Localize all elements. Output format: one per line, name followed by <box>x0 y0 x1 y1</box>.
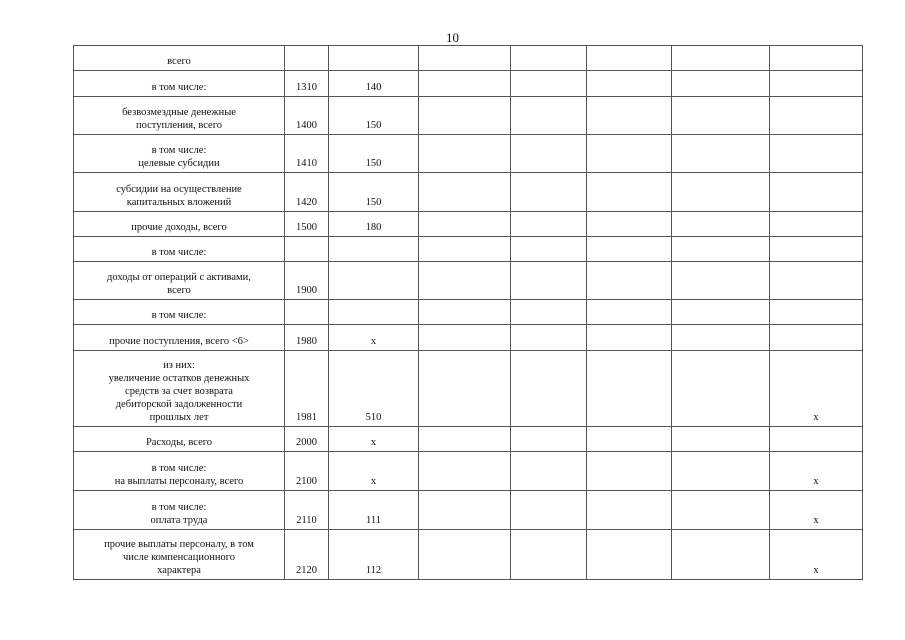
value-cell-4 <box>419 351 511 427</box>
value-cell-8 <box>770 71 863 97</box>
value-cell-7 <box>672 46 770 71</box>
value-cell-7 <box>672 351 770 427</box>
line-code-cell: 1900 <box>285 262 329 300</box>
line-code-cell: 1500 <box>285 212 329 237</box>
value-cell-5 <box>511 135 587 173</box>
line-code-cell: 2100 <box>285 452 329 491</box>
value-cell-7 <box>672 452 770 491</box>
value-cell-6 <box>587 212 672 237</box>
table-row <box>74 97 863 135</box>
table-row <box>74 491 863 530</box>
value-cell-4 <box>419 427 511 452</box>
table-row <box>74 452 863 491</box>
table-body <box>74 46 863 580</box>
value-cell-6 <box>587 427 672 452</box>
value-cell-5 <box>511 262 587 300</box>
value-cell-6 <box>587 262 672 300</box>
page-number: 10 <box>446 30 459 45</box>
line-code-cell <box>285 237 329 262</box>
value-cell-6 <box>587 173 672 212</box>
value-cell-5 <box>511 71 587 97</box>
value-cell-8 <box>770 173 863 212</box>
value-cell-4 <box>419 300 511 325</box>
table-row <box>74 46 863 71</box>
value-cell-8 <box>770 46 863 71</box>
value-cell-6 <box>587 325 672 351</box>
value-cell-8: х <box>770 530 863 580</box>
line-code-cell: 1420 <box>285 173 329 212</box>
table-row <box>74 427 863 452</box>
value-cell-4 <box>419 212 511 237</box>
table-row <box>74 325 863 351</box>
value-cell-7 <box>672 135 770 173</box>
table-row <box>74 530 863 580</box>
value-cell-7 <box>672 173 770 212</box>
row-label-cell: безвозмездные денежные поступления, всего <box>74 97 285 135</box>
value-cell-6 <box>587 135 672 173</box>
value-cell-6 <box>587 300 672 325</box>
table-row <box>74 237 863 262</box>
value-cell-8 <box>770 325 863 351</box>
row-label-cell: прочие выплаты персоналу, в том числе компенсационного характера <box>74 530 285 580</box>
row-label-cell: субсидии на осуществление капитальных вложений <box>74 173 285 212</box>
budget-table <box>73 45 863 580</box>
value-cell-4 <box>419 135 511 173</box>
value-cell-8: х <box>770 491 863 530</box>
value-cell-8 <box>770 427 863 452</box>
line-code-cell: 1310 <box>285 71 329 97</box>
row-label-cell: всего <box>74 46 285 71</box>
value-cell-8: х <box>770 351 863 427</box>
value-cell-6 <box>587 530 672 580</box>
value-cell-7 <box>672 262 770 300</box>
table-row <box>74 212 863 237</box>
line-code-cell <box>285 300 329 325</box>
value-cell-5 <box>511 530 587 580</box>
line-code-cell: 1410 <box>285 135 329 173</box>
value-cell-8 <box>770 212 863 237</box>
kosgu-code-cell: 150 <box>329 135 419 173</box>
value-cell-7 <box>672 97 770 135</box>
value-cell-4 <box>419 530 511 580</box>
value-cell-8: х <box>770 452 863 491</box>
row-label-cell: Расходы, всего <box>74 427 285 452</box>
row-label-cell: прочие доходы, всего <box>74 212 285 237</box>
value-cell-5 <box>511 237 587 262</box>
line-code-cell: 2000 <box>285 427 329 452</box>
value-cell-8 <box>770 97 863 135</box>
value-cell-6 <box>587 491 672 530</box>
value-cell-6 <box>587 46 672 71</box>
value-cell-6 <box>587 71 672 97</box>
value-cell-4 <box>419 46 511 71</box>
value-cell-5 <box>511 427 587 452</box>
kosgu-code-cell: 180 <box>329 212 419 237</box>
value-cell-5 <box>511 300 587 325</box>
value-cell-6 <box>587 452 672 491</box>
row-label-cell: в том числе: целевые субсидии <box>74 135 285 173</box>
value-cell-5 <box>511 212 587 237</box>
value-cell-7 <box>672 427 770 452</box>
kosgu-code-cell: 510 <box>329 351 419 427</box>
line-code-cell: 1981 <box>285 351 329 427</box>
kosgu-code-cell <box>329 300 419 325</box>
value-cell-4 <box>419 262 511 300</box>
value-cell-7 <box>672 530 770 580</box>
table-row <box>74 135 863 173</box>
value-cell-7 <box>672 71 770 97</box>
value-cell-7 <box>672 237 770 262</box>
line-code-cell: 2120 <box>285 530 329 580</box>
value-cell-5 <box>511 351 587 427</box>
kosgu-code-cell <box>329 262 419 300</box>
value-cell-6 <box>587 237 672 262</box>
value-cell-4 <box>419 452 511 491</box>
value-cell-7 <box>672 300 770 325</box>
table-row <box>74 300 863 325</box>
value-cell-8 <box>770 300 863 325</box>
value-cell-5 <box>511 173 587 212</box>
row-label-cell: из них: увеличение остатков денежных средств за счет возврата дебиторской задолженности прошлых лет <box>74 351 285 427</box>
row-label-cell: в том числе: оплата труда <box>74 491 285 530</box>
line-code-cell: 2110 <box>285 491 329 530</box>
value-cell-5 <box>511 97 587 135</box>
row-label-cell: в том числе: <box>74 300 285 325</box>
row-label-cell: доходы от операций с активами, всего <box>74 262 285 300</box>
row-label-cell: в том числе: <box>74 71 285 97</box>
value-cell-7 <box>672 212 770 237</box>
value-cell-7 <box>672 491 770 530</box>
value-cell-5 <box>511 491 587 530</box>
value-cell-8 <box>770 135 863 173</box>
kosgu-code-cell: х <box>329 452 419 491</box>
row-label-cell: прочие поступления, всего <6> <box>74 325 285 351</box>
row-label-cell: в том числе: на выплаты персоналу, всего <box>74 452 285 491</box>
value-cell-6 <box>587 97 672 135</box>
row-label-cell: в том числе: <box>74 237 285 262</box>
value-cell-4 <box>419 491 511 530</box>
value-cell-4 <box>419 173 511 212</box>
value-cell-4 <box>419 97 511 135</box>
line-code-cell: 1400 <box>285 97 329 135</box>
table-row <box>74 71 863 97</box>
value-cell-4 <box>419 237 511 262</box>
kosgu-code-cell: х <box>329 325 419 351</box>
value-cell-4 <box>419 325 511 351</box>
table-row <box>74 351 863 427</box>
line-code-cell: 1980 <box>285 325 329 351</box>
kosgu-code-cell <box>329 46 419 71</box>
kosgu-code-cell: 111 <box>329 491 419 530</box>
kosgu-code-cell: 140 <box>329 71 419 97</box>
kosgu-code-cell: 150 <box>329 173 419 212</box>
value-cell-6 <box>587 351 672 427</box>
table-row <box>74 262 863 300</box>
value-cell-4 <box>419 71 511 97</box>
value-cell-8 <box>770 262 863 300</box>
kosgu-code-cell: х <box>329 427 419 452</box>
value-cell-5 <box>511 325 587 351</box>
value-cell-7 <box>672 325 770 351</box>
value-cell-8 <box>770 237 863 262</box>
kosgu-code-cell <box>329 237 419 262</box>
value-cell-5 <box>511 46 587 71</box>
kosgu-code-cell: 112 <box>329 530 419 580</box>
kosgu-code-cell: 150 <box>329 97 419 135</box>
table-row <box>74 173 863 212</box>
line-code-cell <box>285 46 329 71</box>
value-cell-5 <box>511 452 587 491</box>
